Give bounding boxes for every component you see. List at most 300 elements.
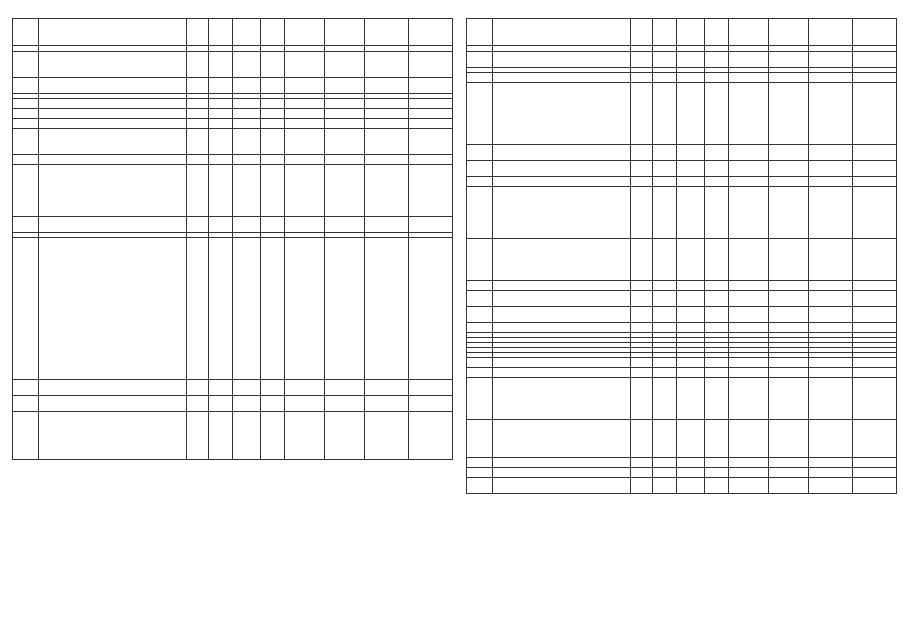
table-cell — [729, 368, 769, 378]
table-cell — [493, 378, 631, 420]
table-cell — [209, 109, 233, 119]
table-cell — [705, 358, 729, 368]
table-cell — [677, 378, 705, 420]
table-row — [13, 380, 453, 396]
table-cell — [677, 307, 705, 323]
column-header — [467, 19, 493, 46]
table-cell — [809, 420, 853, 458]
table-cell — [261, 78, 285, 94]
table-cell — [493, 368, 631, 378]
column-header — [285, 19, 325, 46]
table-cell — [261, 52, 285, 78]
table-cell — [13, 109, 39, 119]
table-cell — [705, 161, 729, 177]
table-cell — [729, 281, 769, 291]
table-cell — [13, 78, 39, 94]
table-cell — [39, 129, 187, 155]
table-cell — [13, 52, 39, 78]
table-cell — [409, 396, 453, 412]
table-cell — [653, 281, 677, 291]
table-cell — [13, 165, 39, 217]
right-page — [466, 18, 896, 494]
left-page — [12, 18, 452, 460]
table-cell — [187, 78, 209, 94]
table-cell — [705, 468, 729, 478]
table-cell — [187, 412, 209, 460]
table-cell — [853, 291, 897, 307]
table-row — [467, 291, 897, 307]
table-cell — [653, 478, 677, 494]
table-row — [467, 368, 897, 378]
table-cell — [769, 177, 809, 187]
table-row — [13, 238, 453, 380]
table-cell — [409, 412, 453, 460]
table-cell — [653, 177, 677, 187]
table-cell — [705, 478, 729, 494]
table-cell — [209, 217, 233, 233]
table-cell — [409, 119, 453, 129]
table-cell — [325, 217, 365, 233]
table-cell — [493, 52, 631, 68]
table-row — [467, 458, 897, 468]
table-cell — [677, 73, 705, 83]
table-cell — [729, 420, 769, 458]
table-cell — [285, 129, 325, 155]
table-cell — [631, 478, 653, 494]
table-cell — [853, 83, 897, 145]
table-row — [13, 155, 453, 165]
table-cell — [653, 161, 677, 177]
table-cell — [365, 217, 409, 233]
table-cell — [325, 155, 365, 165]
column-header — [187, 19, 209, 46]
table-cell — [233, 99, 261, 109]
table-cell — [409, 380, 453, 396]
table-cell — [631, 73, 653, 83]
table-cell — [809, 52, 853, 68]
table-cell — [809, 323, 853, 333]
table-cell — [209, 155, 233, 165]
table-cell — [365, 380, 409, 396]
table-cell — [729, 177, 769, 187]
table-cell — [769, 458, 809, 468]
table-cell — [409, 109, 453, 119]
table-cell — [39, 52, 187, 78]
table-cell — [677, 291, 705, 307]
table-cell — [631, 458, 653, 468]
table-cell — [729, 307, 769, 323]
table-cell — [325, 99, 365, 109]
table-cell — [853, 239, 897, 281]
table-cell — [409, 52, 453, 78]
table-row — [13, 396, 453, 412]
table-cell — [631, 323, 653, 333]
table-cell — [285, 396, 325, 412]
table-row — [467, 177, 897, 187]
table-cell — [677, 420, 705, 458]
table-cell — [809, 177, 853, 187]
column-header — [233, 19, 261, 46]
table-cell — [39, 78, 187, 94]
table-cell — [13, 380, 39, 396]
table-cell — [677, 239, 705, 281]
table-cell — [39, 165, 187, 217]
table-cell — [809, 478, 853, 494]
table-cell — [39, 217, 187, 233]
table-cell — [285, 99, 325, 109]
table-cell — [809, 358, 853, 368]
table-cell — [285, 217, 325, 233]
table-cell — [13, 412, 39, 460]
table-cell — [853, 368, 897, 378]
table-cell — [705, 145, 729, 161]
budget-table — [466, 18, 897, 494]
table-cell — [631, 161, 653, 177]
header-row — [13, 19, 453, 46]
table-cell — [187, 119, 209, 129]
table-cell — [325, 412, 365, 460]
table-cell — [809, 161, 853, 177]
table-cell — [467, 73, 493, 83]
table-cell — [285, 109, 325, 119]
table-cell — [853, 323, 897, 333]
table-cell — [653, 368, 677, 378]
table-row — [467, 83, 897, 145]
column-header — [409, 19, 453, 46]
table-row — [13, 165, 453, 217]
table-cell — [409, 99, 453, 109]
table-cell — [769, 239, 809, 281]
table-cell — [409, 165, 453, 217]
table-cell — [39, 155, 187, 165]
table-cell — [853, 281, 897, 291]
table-cell — [39, 412, 187, 460]
table-cell — [409, 155, 453, 165]
table-cell — [493, 420, 631, 458]
table-cell — [677, 161, 705, 177]
table-row — [13, 52, 453, 78]
table-cell — [677, 145, 705, 161]
table-cell — [467, 368, 493, 378]
column-header — [13, 19, 39, 46]
table-cell — [409, 129, 453, 155]
table-cell — [209, 52, 233, 78]
table-cell — [677, 368, 705, 378]
header-row — [467, 19, 897, 46]
table-cell — [769, 83, 809, 145]
table-cell — [365, 52, 409, 78]
table-cell — [261, 238, 285, 380]
table-cell — [809, 187, 853, 239]
table-cell — [365, 396, 409, 412]
table-cell — [209, 78, 233, 94]
table-cell — [729, 187, 769, 239]
table-cell — [13, 238, 39, 380]
table-cell — [653, 378, 677, 420]
table-row — [467, 420, 897, 458]
table-cell — [13, 217, 39, 233]
table-cell — [285, 238, 325, 380]
table-cell — [631, 83, 653, 145]
table-cell — [187, 217, 209, 233]
table-cell — [13, 129, 39, 155]
table-cell — [493, 73, 631, 83]
table-cell — [705, 458, 729, 468]
table-cell — [493, 307, 631, 323]
table-cell — [809, 468, 853, 478]
table-cell — [853, 468, 897, 478]
table-cell — [493, 177, 631, 187]
table-cell — [677, 52, 705, 68]
table-cell — [809, 145, 853, 161]
table-cell — [409, 238, 453, 380]
table-cell — [467, 187, 493, 239]
table-cell — [809, 307, 853, 323]
table-cell — [493, 239, 631, 281]
table-cell — [187, 99, 209, 109]
table-cell — [677, 281, 705, 291]
table-cell — [187, 129, 209, 155]
table-cell — [769, 145, 809, 161]
table-cell — [729, 145, 769, 161]
table-cell — [209, 165, 233, 217]
table-cell — [39, 119, 187, 129]
table-cell — [631, 468, 653, 478]
table-cell — [13, 99, 39, 109]
table-cell — [705, 73, 729, 83]
table-cell — [233, 396, 261, 412]
table-cell — [325, 78, 365, 94]
table-row — [467, 145, 897, 161]
table-cell — [365, 78, 409, 94]
table-cell — [653, 52, 677, 68]
table-cell — [653, 291, 677, 307]
table-cell — [285, 412, 325, 460]
table-cell — [325, 396, 365, 412]
table-cell — [653, 458, 677, 468]
table-cell — [705, 187, 729, 239]
column-header — [493, 19, 631, 46]
table-cell — [729, 378, 769, 420]
table-cell — [187, 396, 209, 412]
table-cell — [467, 420, 493, 458]
table-cell — [631, 358, 653, 368]
table-cell — [467, 83, 493, 145]
table-cell — [677, 187, 705, 239]
table-cell — [233, 155, 261, 165]
table-cell — [853, 177, 897, 187]
table-row — [467, 161, 897, 177]
table-cell — [39, 238, 187, 380]
table-cell — [233, 78, 261, 94]
table-cell — [365, 238, 409, 380]
table-cell — [325, 129, 365, 155]
table-row — [467, 358, 897, 368]
table-cell — [705, 52, 729, 68]
table-row — [13, 78, 453, 94]
table-cell — [187, 155, 209, 165]
table-row — [467, 239, 897, 281]
table-cell — [853, 187, 897, 239]
table-cell — [285, 155, 325, 165]
table-cell — [705, 307, 729, 323]
table-cell — [769, 368, 809, 378]
table-cell — [653, 145, 677, 161]
table-cell — [261, 129, 285, 155]
table-cell — [769, 307, 809, 323]
table-cell — [467, 358, 493, 368]
table-body — [13, 52, 453, 460]
column-header — [209, 19, 233, 46]
table-cell — [209, 119, 233, 129]
table-cell — [493, 358, 631, 368]
table-cell — [677, 458, 705, 468]
table-cell — [187, 165, 209, 217]
table-cell — [233, 238, 261, 380]
table-cell — [13, 155, 39, 165]
table-cell — [467, 468, 493, 478]
table-cell — [769, 323, 809, 333]
table-cell — [853, 307, 897, 323]
table-cell — [467, 378, 493, 420]
table-cell — [233, 52, 261, 78]
table-cell — [705, 281, 729, 291]
table-row — [13, 109, 453, 119]
table-cell — [769, 73, 809, 83]
table-cell — [39, 109, 187, 119]
table-cell — [705, 378, 729, 420]
table-row — [467, 468, 897, 478]
table-cell — [261, 380, 285, 396]
table-cell — [653, 323, 677, 333]
table-cell — [809, 458, 853, 468]
table-row — [467, 323, 897, 333]
table-cell — [39, 380, 187, 396]
table-cell — [467, 307, 493, 323]
table-cell — [769, 281, 809, 291]
table-cell — [769, 358, 809, 368]
table-cell — [631, 378, 653, 420]
table-cell — [653, 83, 677, 145]
table-cell — [365, 412, 409, 460]
table-cell — [729, 291, 769, 307]
table-cell — [809, 83, 853, 145]
column-header — [705, 19, 729, 46]
table-cell — [285, 119, 325, 129]
table-cell — [631, 177, 653, 187]
table-cell — [677, 358, 705, 368]
table-cell — [467, 52, 493, 68]
table-cell — [631, 145, 653, 161]
table-row — [467, 307, 897, 323]
table-cell — [653, 187, 677, 239]
table-cell — [187, 238, 209, 380]
table-cell — [705, 239, 729, 281]
table-cell — [285, 380, 325, 396]
table-cell — [467, 177, 493, 187]
table-cell — [233, 165, 261, 217]
table-cell — [365, 155, 409, 165]
table-cell — [209, 396, 233, 412]
table-cell — [261, 396, 285, 412]
table-cell — [261, 109, 285, 119]
column-header — [39, 19, 187, 46]
table-cell — [467, 323, 493, 333]
table-cell — [853, 458, 897, 468]
table-cell — [233, 412, 261, 460]
table-cell — [769, 468, 809, 478]
table-row — [13, 129, 453, 155]
table-cell — [653, 468, 677, 478]
table-row — [13, 412, 453, 460]
table-cell — [467, 239, 493, 281]
table-cell — [653, 420, 677, 458]
table-cell — [285, 78, 325, 94]
table-cell — [285, 165, 325, 217]
table-cell — [769, 187, 809, 239]
table-cell — [365, 129, 409, 155]
table-cell — [705, 323, 729, 333]
table-cell — [325, 52, 365, 78]
table-row — [467, 187, 897, 239]
table-cell — [209, 380, 233, 396]
table-cell — [409, 217, 453, 233]
table-cell — [409, 78, 453, 94]
table-cell — [677, 177, 705, 187]
table-cell — [365, 165, 409, 217]
table-cell — [729, 73, 769, 83]
table-cell — [493, 458, 631, 468]
table-row — [467, 52, 897, 68]
table-cell — [729, 468, 769, 478]
table-row — [13, 217, 453, 233]
table-cell — [853, 145, 897, 161]
table-cell — [677, 83, 705, 145]
table-row — [467, 478, 897, 494]
table-cell — [809, 239, 853, 281]
table-cell — [705, 83, 729, 145]
table-cell — [631, 281, 653, 291]
table-cell — [493, 145, 631, 161]
table-cell — [261, 119, 285, 129]
table-cell — [261, 165, 285, 217]
table-cell — [853, 73, 897, 83]
table-cell — [653, 307, 677, 323]
table-cell — [13, 119, 39, 129]
budget-table — [12, 18, 453, 460]
table-cell — [493, 468, 631, 478]
table-cell — [187, 109, 209, 119]
table-cell — [729, 52, 769, 68]
table-cell — [769, 291, 809, 307]
column-header — [631, 19, 653, 46]
table-cell — [187, 52, 209, 78]
table-cell — [261, 412, 285, 460]
table-cell — [631, 368, 653, 378]
table-cell — [325, 165, 365, 217]
table-cell — [729, 83, 769, 145]
table-cell — [233, 217, 261, 233]
table-cell — [39, 396, 187, 412]
table-cell — [769, 478, 809, 494]
table-cell — [493, 323, 631, 333]
table-cell — [769, 52, 809, 68]
table-cell — [467, 291, 493, 307]
table-cell — [677, 478, 705, 494]
column-header — [853, 19, 897, 46]
table-cell — [677, 323, 705, 333]
table-cell — [809, 368, 853, 378]
